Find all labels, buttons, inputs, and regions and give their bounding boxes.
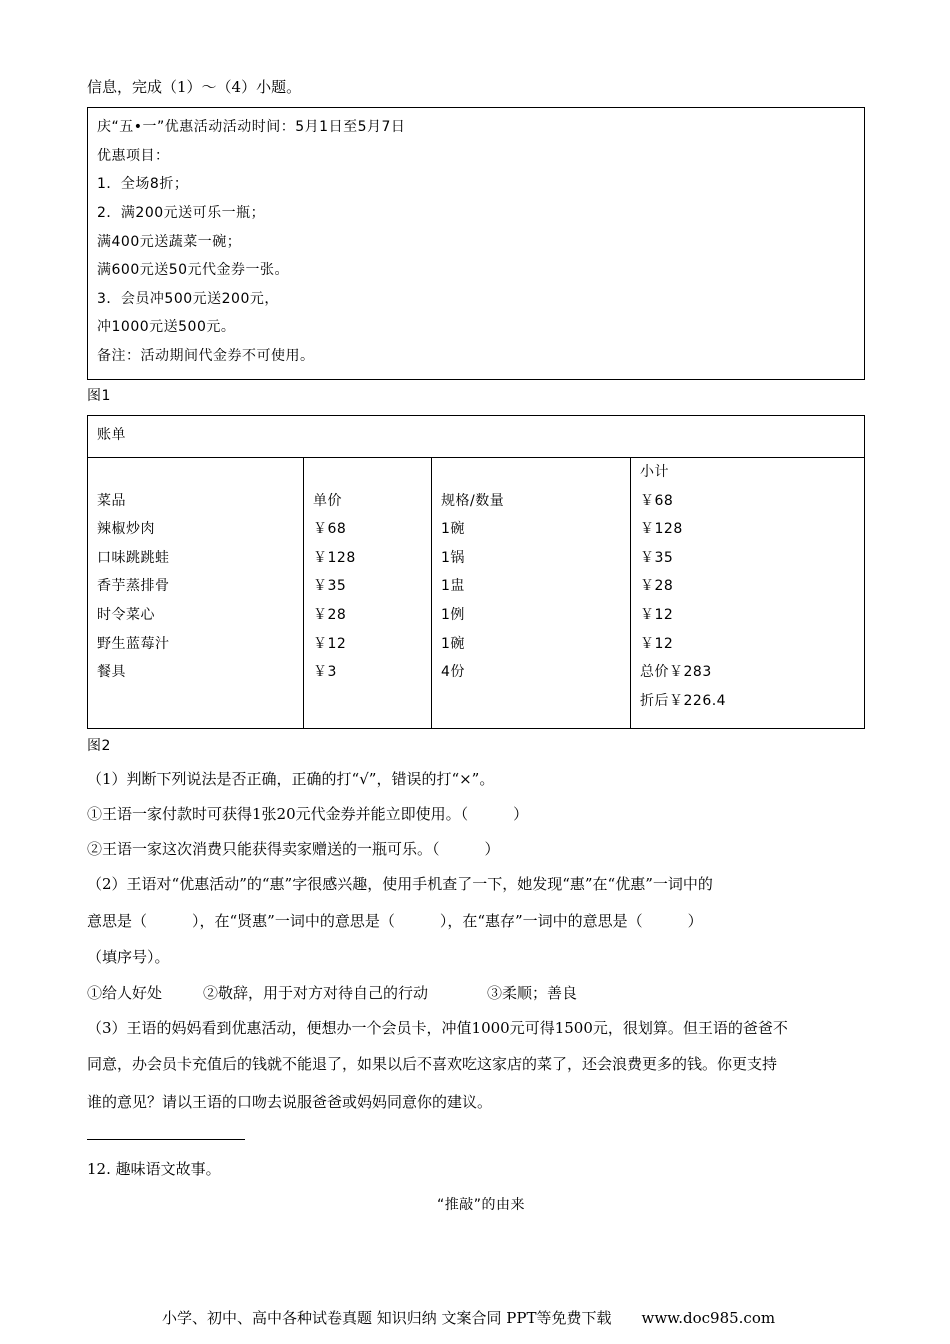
- promo-line: 3．会员冲500元送200元，: [97, 291, 279, 307]
- figure-caption: 图1: [87, 388, 111, 404]
- footer: 小学、初中、高中各种试卷真题 知识归纳 文案合同 PPT等免费下载 www.doc985.com: [162, 1309, 776, 1327]
- unit-price: ￥35: [313, 578, 347, 595]
- promo-line: 2．满200元送可乐一瓶；: [97, 205, 266, 221]
- unit-price: ￥68: [313, 521, 347, 538]
- subtotal: ￥68: [640, 492, 674, 509]
- promo-line: 满600元送50元代金券一张。: [97, 262, 290, 278]
- question-3: （3）王语的妈妈看到优惠活动，便想办一个会员卡，冲值1000元可得1500元，很划算。但王语的爸爸不: [87, 1019, 788, 1037]
- price-column: [313, 458, 356, 687]
- subtotal: ￥128: [640, 521, 683, 538]
- q2-option: ②敬辞，用于对方对待自己的行动: [203, 984, 429, 1002]
- dish-name: 口味跳跳蛙: [97, 549, 170, 566]
- quantity: 1例: [441, 606, 465, 623]
- promo-line: 满400元送蔬菜一碗；: [97, 234, 242, 250]
- subtotal: ￥12: [640, 635, 674, 652]
- dish-column: [97, 458, 170, 687]
- unit-price: ￥28: [313, 606, 347, 623]
- question-2: 意思是（ ），在“贤惠”一词中的意思是（ ），在“惠存”一词中的意思是（ ）: [87, 912, 703, 930]
- discounted-price: 折后￥226.4: [640, 692, 727, 709]
- quantity: 1碗: [441, 635, 465, 652]
- bill-title: 账单: [97, 427, 126, 443]
- subtotal: ￥28: [640, 578, 674, 595]
- promo-line: 冲1000元送500元。: [97, 319, 236, 335]
- dish-header: 菜品: [97, 492, 126, 509]
- quantity: 4份: [441, 664, 465, 681]
- question-1: （1）判断下列说法是否正确，正确的打“√”，错误的打“×”。: [87, 770, 495, 788]
- promo-line: 优惠项目：: [97, 148, 170, 164]
- quantity: 1碗: [441, 521, 465, 538]
- question-2: （2）王语对“优惠活动”的“惠”字很感兴趣，使用手机查了一下，她发现“惠”在“优惠”一词中的: [87, 875, 713, 893]
- subtotal-column: [640, 458, 726, 715]
- subtotal-header: 小计: [640, 464, 669, 480]
- qty-column: [441, 458, 504, 687]
- subtotal: ￥12: [640, 606, 674, 623]
- figure-caption: 图2: [87, 738, 111, 754]
- question-12: 12. 趣味语文故事。: [87, 1160, 221, 1178]
- unit-price: ￥128: [313, 549, 356, 566]
- qty-header: 规格/数量: [441, 492, 505, 509]
- question-1a: ①王语一家付款时可获得1张20元代金券并能立即使用。（ ）: [87, 805, 529, 823]
- total-price: 总价￥283: [640, 664, 712, 681]
- price-header: 单价: [313, 492, 342, 509]
- question-1b: ②王语一家这次消费只能获得卖家赠送的一瓶可乐。（ ）: [87, 840, 500, 858]
- quantity: 1盅: [441, 578, 465, 595]
- answer-line: [87, 1139, 245, 1140]
- promo-line: 备注：活动期间代金券不可使用。: [97, 348, 315, 364]
- dish-name: 时令菜心: [97, 606, 155, 623]
- intro-line: 信息，完成（1）～（4）小题。: [87, 78, 302, 96]
- promo-line: 1．全场8折；: [97, 176, 189, 192]
- dish-name: 餐具: [97, 664, 126, 681]
- unit-price: ￥12: [313, 635, 347, 652]
- story-title: “推敲”的由来: [437, 1197, 526, 1213]
- question-3: 谁的意见？请以王语的口吻去说服爸爸或妈妈同意你的建议。: [87, 1093, 493, 1111]
- quantity: 1锅: [441, 549, 465, 566]
- dish-name: 香芋蒸排骨: [97, 578, 170, 595]
- unit-price: ￥3: [313, 664, 337, 681]
- promo-line: 庆“五•一”优惠活动活动时间：5月1日至5月7日: [97, 119, 406, 135]
- dish-name: 辣椒炒肉: [97, 521, 155, 538]
- question-3: 同意，办会员卡充值后的钱就不能退了，如果以后不喜欢吃这家店的菜了，还会浪费更多的钱。你更支持: [87, 1055, 778, 1073]
- q2-option: ①给人好处: [87, 984, 163, 1002]
- question-2: （填序号）。: [87, 948, 170, 966]
- q2-option: ③柔顺；善良: [487, 984, 578, 1002]
- subtotal: ￥35: [640, 549, 674, 566]
- dish-name: 野生蓝莓汁: [97, 635, 170, 652]
